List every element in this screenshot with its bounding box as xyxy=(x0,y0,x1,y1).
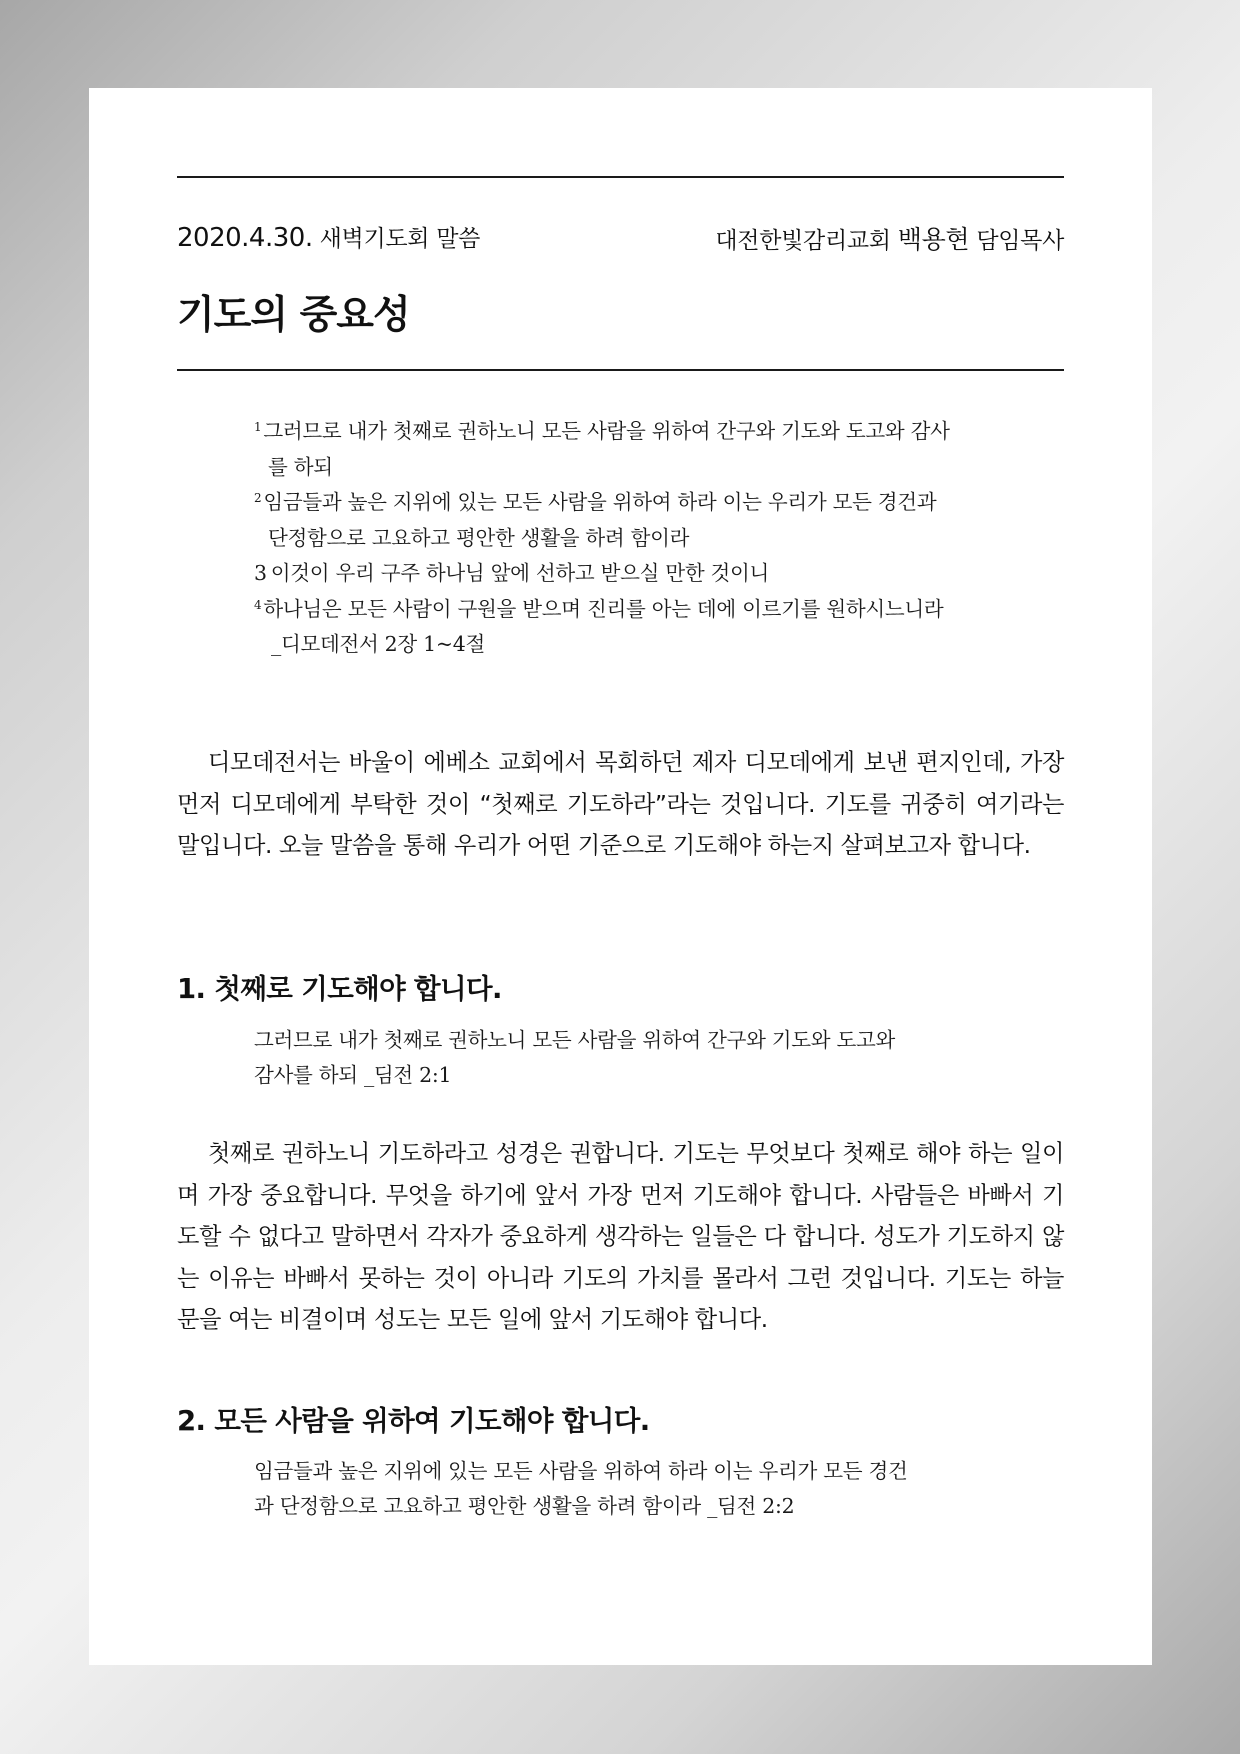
verse-number: 2 xyxy=(254,491,262,505)
scripture-verse xyxy=(254,414,954,485)
verse-text: 그러므로 내가 첫째로 권하노니 모든 사람을 위하여 간구와 기도와 도고와 감사를 하되 xyxy=(263,419,950,479)
sermon-date: 2020.4.30. xyxy=(177,223,313,253)
title-divider xyxy=(177,369,1064,371)
pastor-title: 담임목사 xyxy=(976,228,1064,254)
verse-number: 4 xyxy=(254,597,262,612)
verse-number: 3 xyxy=(254,561,267,585)
sermon-date-line xyxy=(177,220,480,253)
section-1-quote xyxy=(254,1023,984,1093)
section-2-heading: 2. 모든 사람을 위하여 기도해야 합니다. xyxy=(177,1405,650,1437)
scripture-verse xyxy=(254,592,954,628)
service-name: 새벽기도회 말씀 xyxy=(319,226,481,252)
section-2-quote xyxy=(254,1454,984,1524)
scripture-passage xyxy=(254,414,954,663)
verse-text: 임금들과 높은 지위에 있는 모든 사람을 위하여 하라 이는 우리가 모든 경건과 단정함으로 고요하고 평안한 생활을 하려 함이라 xyxy=(263,490,937,550)
quote-line: 그러므로 내가 첫째로 권하노니 모든 사람을 위하여 간구와 기도와 도고와 xyxy=(254,1028,896,1052)
pastor-name: 백용현 xyxy=(897,225,970,254)
sermon-title: 기도의 중요성 xyxy=(177,293,410,338)
quote-line: 과 단정함으로 고요하고 평안한 생활을 하려 함이라 _딤전 2:2 xyxy=(254,1494,795,1518)
intro-paragraph: 디모데전서는 바울이 에베소 교회에서 목회하던 제자 디모데에게 보낸 편지인데, 가장 먼저 디모데에게 부탁한 것이 “첫째로 기도하라”라는 것입니다. 기도를 귀중히 여기라는 말입니다. 오늘 말씀을 통해 우리가 어떤 기준으로 기도해야 하는지 살펴보고자 합니다. xyxy=(177,749,1064,859)
section-1-heading: 1. 첫째로 기도해야 합니다. xyxy=(177,973,502,1005)
top-divider xyxy=(177,176,1064,178)
scripture-verse xyxy=(254,485,954,556)
document-page xyxy=(89,88,1152,1665)
scripture-verse xyxy=(254,556,954,592)
quote-line: 임금들과 높은 지위에 있는 모든 사람을 위하여 하라 이는 우리가 모든 경건 xyxy=(254,1459,908,1483)
verse-text: 하나님은 모든 사람이 구원을 받으며 진리를 아는 데에 이르기를 원하시느니라 xyxy=(263,596,944,621)
verse-number: 1 xyxy=(254,420,262,434)
scripture-reference: _디모데전서 2장 1~4절 xyxy=(271,632,486,656)
preacher-line xyxy=(715,220,1064,256)
section-1-body: 첫째로 권하노니 기도하라고 성경은 권합니다. 기도는 무엇보다 첫째로 해야 하는 일이며 가장 중요합니다. 무엇을 하기에 앞서 가장 먼저 기도해야 합니다. 사람들은 바빠서 기도할 수 없다고 말하면서 각자가 중요하게 생각하는 일들은 다 합니다. 성도가 기도하지 않는 이유는 바빠서 못하는 것이 아니라 기도의 가치를 몰라서 그런 것입니다. 기도는 하늘 문을 여는 비결이며 성도는 모든 일에 앞서 기도해야 합니다. xyxy=(177,1140,1064,1333)
church-name: 대전한빛감리교회 xyxy=(715,228,891,254)
quote-line: 감사를 하되 _딤전 2:1 xyxy=(254,1063,452,1087)
verse-text: 이것이 우리 구주 하나님 앞에 선하고 받으실 만한 것이니 xyxy=(270,561,770,585)
